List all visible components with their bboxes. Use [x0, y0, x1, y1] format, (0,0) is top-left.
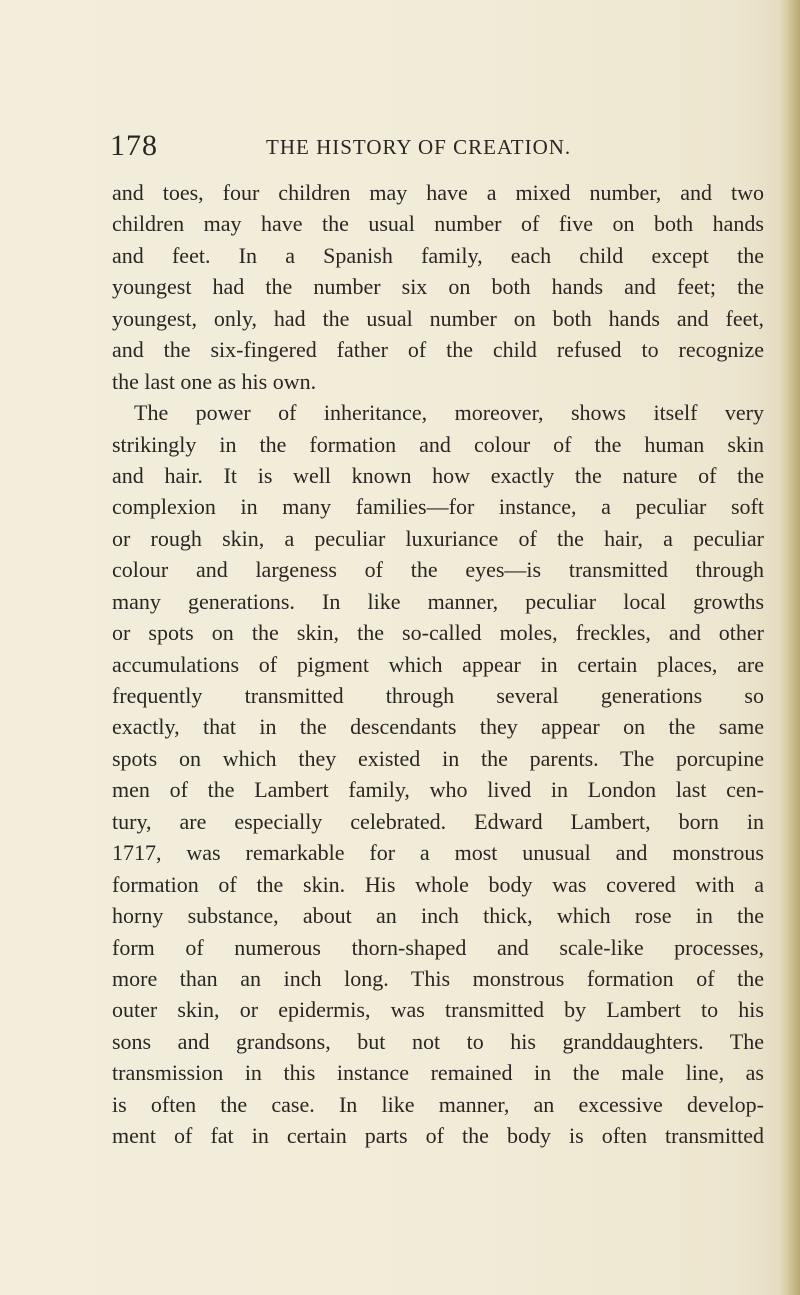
text-line: exactly, that in the descendants they appear on the same [112, 714, 764, 740]
text-line: more than an inch long. This monstrous formation of the [112, 965, 764, 991]
text-line: many generations. In like manner, peculiar local growths [112, 588, 764, 614]
text-line: or rough skin, a peculiar luxuriance of the hair, a peculiar [112, 525, 764, 551]
page-number: 178 [110, 129, 158, 162]
text-line: horny substance, about an inch thick, which rose in the [112, 903, 764, 929]
text-line: outer skin, or epidermis, was transmitted by Lambert to his [112, 997, 764, 1023]
body-text [112, 177, 764, 1152]
text-line: frequently transmitted through several generations so [112, 683, 764, 708]
page-edge-shadow [778, 0, 800, 1295]
text-line: or spots on the skin, the so-called moles, freckles, and other [112, 620, 764, 646]
text-line: and feet. In a Spanish family, each child except the [112, 242, 764, 268]
text-line: and hair. It is well known how exactly the nature of the [112, 462, 764, 488]
text-line: ment of fat in certain parts of the body is often transmitted [112, 1123, 764, 1149]
text-line: strikingly in the formation and colour of the human skin [112, 431, 764, 457]
text-line: is often the case. In like manner, an excessive develop- [112, 1091, 764, 1117]
text-line: the last one as his own. [112, 368, 317, 394]
text-line: youngest, only, had the usual number on both hands and feet, [112, 305, 764, 331]
text-line: and toes, four children may have a mixed number, and two [112, 180, 764, 205]
text-line: tury, are especially celebrated. Edward Lambert, born in [112, 808, 764, 834]
text-line: and the six-fingered father of the child refused to recognize [112, 337, 764, 363]
text-line: children may have the usual number of five on both hands [112, 211, 764, 237]
text-line: transmission in this instance remained in the male line, as [112, 1060, 764, 1086]
running-head: THE HISTORY OF CREATION. [266, 135, 572, 159]
page-header [110, 126, 760, 166]
text-line: youngest had the number six on both hands and feet; the [112, 274, 764, 300]
text-line: sons and grandsons, but not to his granddaughters. The [112, 1028, 764, 1054]
text-line: spots on which they existed in the parents. The porcupine [112, 745, 764, 771]
text-line: men of the Lambert family, who lived in London last cen- [112, 777, 764, 803]
text-line: formation of the skin. His whole body was covered with a [112, 871, 764, 897]
text-line: The power of inheritance, moreover, shows itself very [134, 400, 764, 426]
text-line: form of numerous thorn-shaped and scale-like processes, [112, 934, 764, 960]
text-line: complexion in many families—for instance, a peculiar soft [112, 494, 764, 520]
text-line: 1717, was remarkable for a most unusual and monstrous [112, 840, 764, 866]
text-line: colour and largeness of the eyes—is transmitted through [112, 557, 764, 583]
text-line: accumulations of pigment which appear in certain places, are [112, 651, 764, 677]
